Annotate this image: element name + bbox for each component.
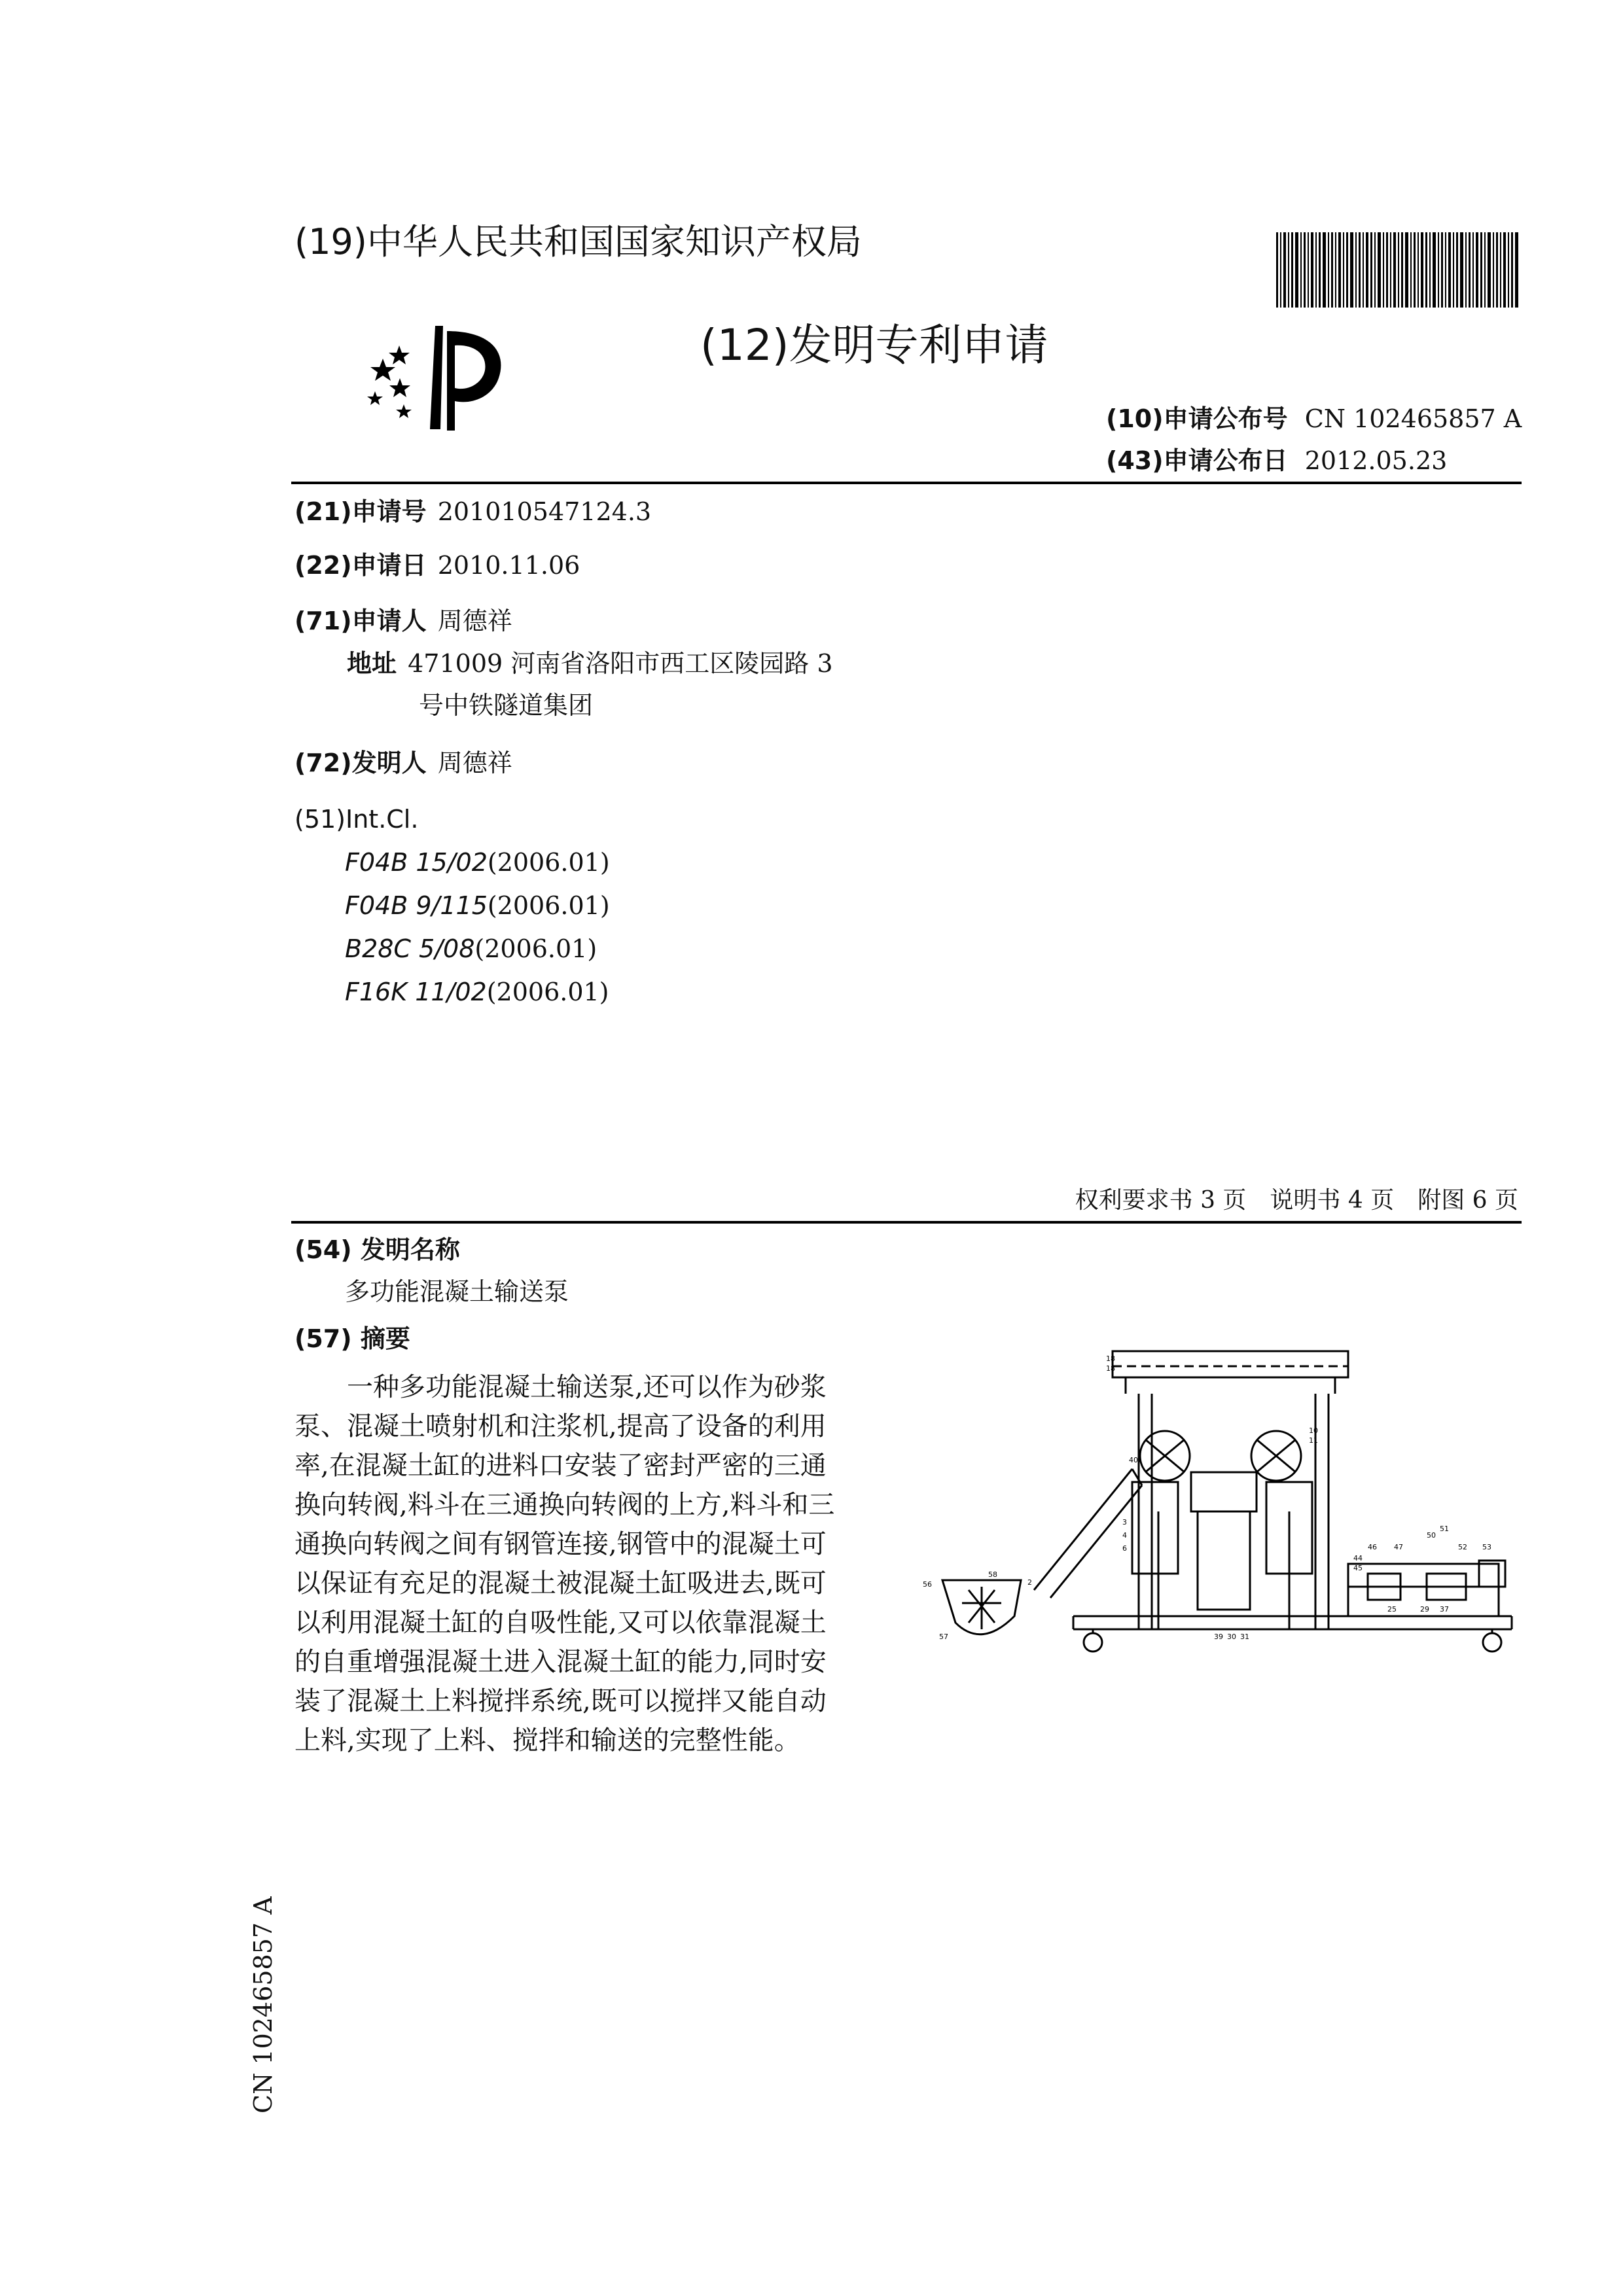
fig-label: 46 bbox=[1368, 1543, 1377, 1551]
abstract-line: 上料,实现了上料、搅拌和输送的完整性能。 bbox=[294, 1725, 800, 1756]
fig-label: 39 bbox=[1214, 1633, 1223, 1641]
title-label: (54) 发明名称 bbox=[294, 1235, 460, 1264]
fig-label: 6 bbox=[1122, 1544, 1127, 1553]
fig-label: 45 bbox=[1353, 1564, 1363, 1572]
pub-no-label: (10)申请公布号 bbox=[1106, 404, 1288, 433]
app-no-value: 201010547124.3 bbox=[437, 497, 652, 526]
ipc-code: B28C 5/08 bbox=[345, 934, 475, 963]
page-counts: 权利要求书 3 页 说明书 4 页 附图 6 页 bbox=[1075, 1187, 1518, 1214]
ipc-row bbox=[345, 847, 610, 883]
applicant-label: (71)申请人 bbox=[294, 607, 427, 635]
ipc-version: (2006.01) bbox=[474, 934, 597, 963]
inventor-label: (72)发明人 bbox=[294, 749, 427, 777]
fig-label: 4 bbox=[1122, 1531, 1127, 1540]
applicant-row bbox=[294, 605, 512, 642]
fig-label: 47 bbox=[1394, 1543, 1403, 1551]
abstract-line: 换向转阀,料斗在三通换向转阀的上方,料斗和三 bbox=[294, 1490, 835, 1520]
abstract-line: 率,在混凝土缸的进料口安装了密封严密的三通 bbox=[294, 1451, 827, 1481]
side-publication-number: CN 102465857 A bbox=[249, 1896, 277, 2113]
ipc-code: F04B 9/115 bbox=[345, 891, 488, 920]
fig-label: 3 bbox=[1122, 1518, 1127, 1527]
ipc-row bbox=[345, 933, 597, 970]
intcl-label: (51)Int.Cl. bbox=[294, 805, 419, 834]
fig-label: 51 bbox=[1440, 1525, 1449, 1533]
fig-label: 25 bbox=[1387, 1605, 1397, 1614]
abstract-line: 通换向转阀之间有钢管连接,钢管中的混凝土可 bbox=[294, 1529, 827, 1559]
fig-label: 2 bbox=[1027, 1578, 1032, 1587]
ipc-code: F04B 15/02 bbox=[345, 848, 488, 877]
ipc-version: (2006.01) bbox=[487, 848, 610, 877]
abstract-drawing bbox=[916, 1341, 1531, 1682]
app-no-label: (21)申请号 bbox=[294, 497, 427, 526]
ipc-row bbox=[345, 890, 610, 927]
abstract-line: 以保证有充足的混凝土被混凝土缸吸进去,既可 bbox=[294, 1568, 827, 1598]
abstract-text bbox=[294, 1368, 936, 1760]
abstract-line: 装了混凝土上料搅拌系统,既可以搅拌又能自动 bbox=[294, 1686, 827, 1716]
filing-date-row bbox=[294, 550, 580, 586]
fig-label: 50 bbox=[1427, 1531, 1436, 1540]
abstract-rule bbox=[291, 1221, 1522, 1224]
ipc-version: (2006.01) bbox=[487, 891, 610, 920]
fig-label: 30 bbox=[1227, 1633, 1236, 1641]
fig-label: 31 bbox=[1240, 1633, 1249, 1641]
header-rule bbox=[291, 482, 1522, 484]
abstract-line: 泵、混凝土喷射机和注浆机,提高了设备的利用 bbox=[294, 1411, 827, 1441]
office-number: (19) bbox=[294, 221, 367, 262]
fig-label: 40 bbox=[1129, 1456, 1138, 1464]
address-line-2: 号中铁隧道集团 bbox=[419, 691, 594, 720]
doc-type-title: 发明专利申请 bbox=[789, 320, 1048, 370]
fig-label: 18 bbox=[1106, 1364, 1115, 1373]
office-header bbox=[294, 221, 862, 263]
pub-date-value: 2012.05.23 bbox=[1304, 446, 1448, 475]
office-name: 中华人民共和国国家知识产权局 bbox=[366, 221, 862, 262]
fig-label: 53 bbox=[1482, 1543, 1491, 1551]
fig-label: 58 bbox=[988, 1570, 997, 1579]
ipc-row bbox=[345, 976, 609, 1013]
pub-date-label: (43)申请公布日 bbox=[1106, 446, 1288, 475]
pub-no-value: CN 102465857 A bbox=[1304, 404, 1522, 433]
filing-date-value: 2010.11.06 bbox=[437, 551, 580, 580]
ipc-code: F16K 11/02 bbox=[345, 978, 487, 1006]
cnipa-logo bbox=[363, 319, 514, 434]
fig-label: 29 bbox=[1420, 1605, 1429, 1614]
address-row bbox=[347, 648, 833, 684]
address-label: 地址 bbox=[347, 649, 397, 678]
abstract-line: 的自重增强混凝土进入混凝土缸的能力,同时安 bbox=[294, 1647, 827, 1677]
abstract-label: (57) 摘要 bbox=[294, 1324, 410, 1353]
address-line-1: 471009 河南省洛阳市西工区陵园路 3 bbox=[408, 649, 833, 678]
inventor-value: 周德祥 bbox=[437, 749, 512, 777]
invention-title: 多功能混凝土输送泵 bbox=[345, 1277, 569, 1306]
fig-label: 56 bbox=[923, 1580, 932, 1589]
application-number-row bbox=[294, 496, 651, 533]
ipc-version: (2006.01) bbox=[486, 978, 609, 1006]
publication-date-row bbox=[1106, 445, 1447, 476]
fig-label: 44 bbox=[1353, 1554, 1363, 1563]
inventor-row bbox=[294, 747, 512, 784]
doc-type-number: (12) bbox=[700, 320, 789, 370]
fig-label: 10 bbox=[1309, 1426, 1318, 1435]
filing-date-label: (22)申请日 bbox=[294, 551, 427, 580]
fig-label: 52 bbox=[1458, 1543, 1467, 1551]
fig-label: 37 bbox=[1440, 1605, 1449, 1614]
abstract-line: 一种多功能混凝土输送泵,还可以作为砂浆 bbox=[347, 1372, 827, 1402]
abstract-line: 以利用混凝土缸的自吸性能,又可以依靠混凝土 bbox=[294, 1608, 827, 1638]
document-type bbox=[700, 321, 1048, 370]
fig-label: 57 bbox=[939, 1633, 948, 1641]
publication-number-row bbox=[1106, 403, 1522, 434]
applicant-value: 周德祥 bbox=[437, 607, 512, 635]
fig-label: 18 bbox=[1106, 1354, 1115, 1363]
barcode bbox=[1276, 232, 1518, 308]
fig-label: 11 bbox=[1309, 1436, 1318, 1445]
